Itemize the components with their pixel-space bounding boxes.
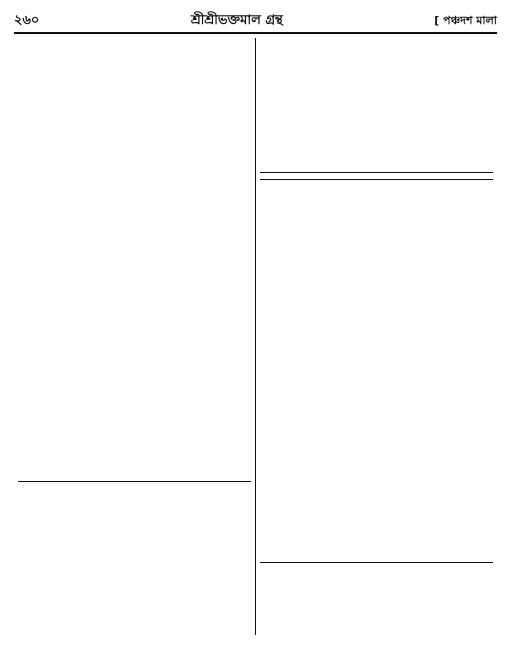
verse-line — [18, 297, 251, 313]
section-heading — [260, 172, 493, 180]
verse-line — [260, 378, 493, 394]
verse-line — [18, 394, 251, 410]
verse-line — [260, 248, 493, 264]
page — [14, 10, 497, 639]
verse-line — [18, 265, 251, 281]
footnote-line — [18, 576, 251, 589]
verse-line — [260, 507, 493, 523]
left-footnotes — [18, 481, 251, 615]
verse-line — [18, 232, 251, 248]
verse-line — [260, 70, 493, 86]
chapter-label: [ পঞ্চদশ মালা — [434, 13, 497, 27]
verse-line — [260, 345, 493, 361]
left-verses — [18, 38, 251, 475]
verse-line — [18, 54, 251, 70]
footnote-line — [18, 563, 251, 576]
verse-line — [18, 38, 251, 54]
footnote-line — [18, 498, 251, 511]
verse-line — [18, 119, 251, 135]
verse-line — [260, 151, 493, 167]
verse-line — [260, 523, 493, 539]
verse-line — [260, 200, 493, 216]
verse-line — [18, 216, 251, 232]
verse-line — [18, 248, 251, 264]
page-header — [14, 10, 497, 34]
verse-line — [18, 281, 251, 297]
verse-line — [260, 119, 493, 135]
footnote-line — [18, 537, 251, 550]
verse-line — [260, 443, 493, 459]
verse-line — [260, 184, 493, 200]
verse-line — [18, 87, 251, 103]
verse-line — [18, 151, 251, 167]
verse-line — [18, 313, 251, 329]
verse-line — [260, 491, 493, 507]
verse-line — [260, 362, 493, 378]
verse-line — [18, 443, 251, 459]
verse-line — [260, 103, 493, 119]
verse-line — [18, 135, 251, 151]
verse-line — [18, 459, 251, 475]
verse-line — [260, 38, 493, 54]
verse-line — [260, 54, 493, 70]
verse-line — [18, 168, 251, 184]
verse-line — [260, 232, 493, 248]
footnote-line — [260, 579, 493, 592]
verse-line — [18, 362, 251, 378]
verse-line — [260, 540, 493, 556]
footnote-line — [18, 550, 251, 563]
footnote-line — [18, 511, 251, 524]
right-column — [256, 38, 497, 635]
verse-line — [18, 410, 251, 426]
verse-line — [260, 264, 493, 280]
book-title: শ্রীশ্রীভক্তমাল গ্রন্থ — [190, 12, 283, 28]
verse-line — [18, 329, 251, 345]
verse-line — [260, 87, 493, 103]
verse-line — [18, 200, 251, 216]
verse-line — [260, 459, 493, 475]
page-number: ২৬০ — [14, 12, 40, 28]
footnote-line — [260, 566, 493, 579]
right-footnotes — [260, 562, 493, 605]
left-column — [14, 38, 256, 635]
verse-line — [18, 427, 251, 443]
footnote-line — [18, 485, 251, 498]
footnote-line — [18, 589, 251, 602]
verse-line — [18, 70, 251, 86]
text-columns — [14, 38, 497, 635]
verse-line — [260, 313, 493, 329]
verse-line — [18, 184, 251, 200]
right-verses-top — [260, 38, 493, 168]
footnote-line — [18, 524, 251, 537]
right-verses-bottom — [260, 184, 493, 556]
verse-line — [260, 426, 493, 442]
verse-line — [260, 216, 493, 232]
verse-line — [260, 281, 493, 297]
verse-line — [18, 103, 251, 119]
verse-line — [18, 346, 251, 362]
verse-line — [260, 394, 493, 410]
verse-line — [18, 378, 251, 394]
footnote-line — [18, 602, 251, 615]
verse-line — [260, 135, 493, 151]
verse-line — [260, 410, 493, 426]
verse-line — [260, 329, 493, 345]
verse-line — [260, 297, 493, 313]
verse-line — [260, 475, 493, 491]
footnote-line — [260, 592, 493, 605]
